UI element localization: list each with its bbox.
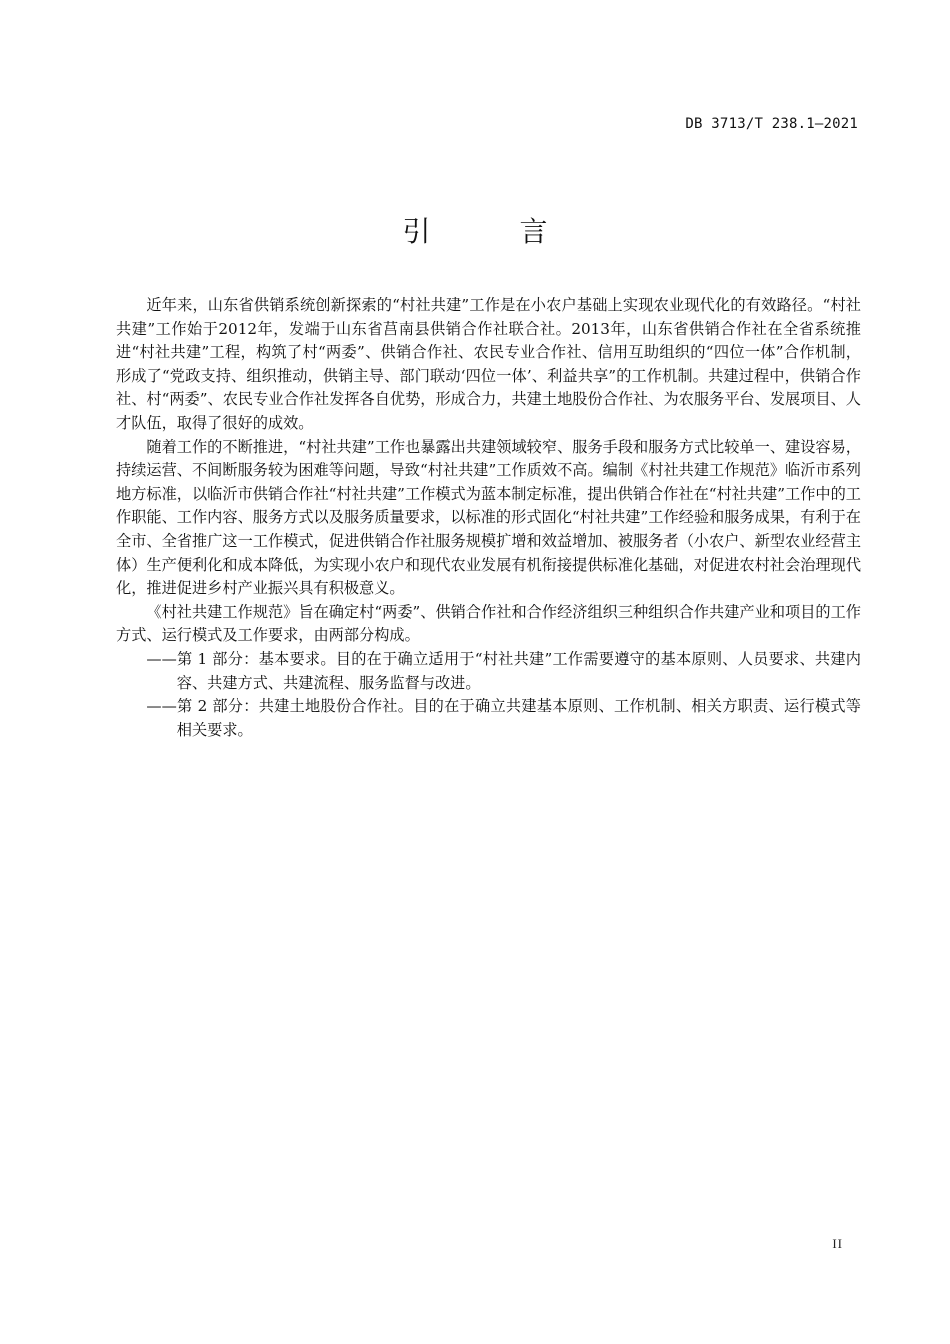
page-number: II (832, 1236, 843, 1251)
list-item-part-1: ——第 1 部分：基本要求。目的在于确立适用于“村社共建”工作需要遵守的基本原则、人员要求、共建内容、共建方式、共建流程、服务监督与改进。 (146, 649, 861, 692)
document-body (116, 294, 861, 742)
list-item-part-2: ——第 2 部分：共建土地股份合作社。目的在于确立共建基本原则、工作机制、相关方职责、运行模式等相关要求。 (146, 697, 861, 739)
page-title: 引 言 (402, 215, 588, 248)
standard-code: DB 3713/T 238.1—2021 (685, 116, 858, 132)
paragraph-intro-history: 近年来，山东省供销系统创新探索的“村社共建”工作是在小农户基础上实现农业现代化的有效路径。“村社共建”工作始于2012年，发端于山东省莒南县供销合作社联合社。2013年，山东省供销合作社在全省系统推进“村社共建”工程，构筑了村“两委”、供销合作社、农民专业合作社、信用互助组织的“四位一体”合作机制，形成了“党政支持、组织推动，供销主导、部门联动‘四位一体’、利益共享”的工作机制。共建过程中，供销合作社、村“两委”、农民专业合作社发挥各自优势，形成合力，共建土地股份合作社、为农服务平台、发展项目、人才队伍，取得了很好的成效。 (116, 296, 861, 432)
paragraph-structure: 《村社共建工作规范》旨在确定村“两委”、供销合作社和合作经济组织三种组织合作共建产业和项目的工作方式、运行模式及工作要求，由两部分构成。 (116, 602, 861, 645)
paragraph-problems-purpose: 随着工作的不断推进，“村社共建”工作也暴露出共建领域较窄、服务手段和服务方式比较单一、建设容易，持续运营、不间断服务较为困难等问题，导致“村社共建”工作质效不高。编制《村社共建工作规范》临沂市系列地方标准，以临沂市供销合作社“村社共建”工作模式为蓝本制定标准，提出供销合作社在“村社共建”工作中的工作职能、工作内容、服务方式以及服务质量要求，以标准的形式固化“村社共建”工作经验和服务成果，有利于在全市、全省推广这一工作模式，促进供销合作社服务规模扩增和效益增加、被服务者（小农户、新型农业经营主体）生产便利化和成本降低，为实现小农户和现代农业发展有机衔接提供标准化基础，对促进农村社会治理现代化，推进促进乡村产业振兴具有积极意义。 (116, 437, 861, 598)
